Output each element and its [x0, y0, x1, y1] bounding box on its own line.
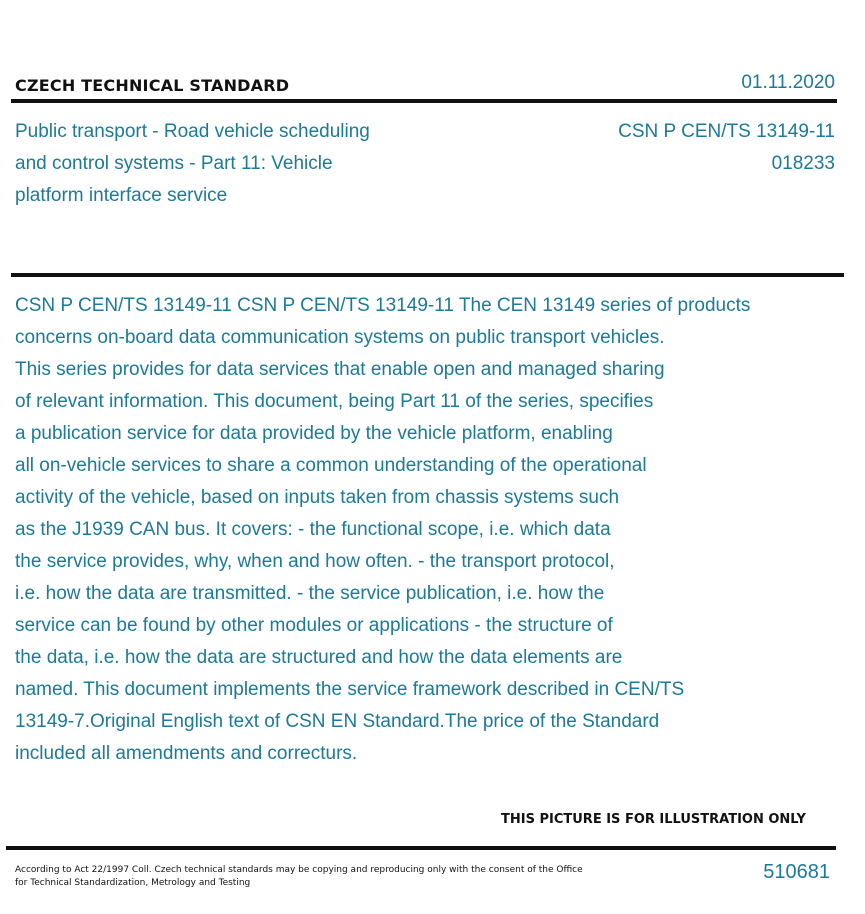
description-line: as the J1939 CAN bus. It covers: - the functional scope, i.e. which data: [15, 519, 611, 540]
description-line: all on-vehicle services to share a common understanding of the operational: [15, 455, 647, 476]
description-line: This series provides for data services that enable open and managed sharing: [15, 359, 665, 380]
catalog-number: 018233: [771, 153, 835, 174]
illustration-disclaimer: THIS PICTURE IS FOR ILLUSTRATION ONLY: [501, 812, 806, 827]
standard-title-line: and control systems - Part 11: Vehicle: [15, 153, 333, 174]
description-line: concerns on-board data communication systems on public transport vehicles.: [15, 327, 665, 348]
description-line: the service provides, why, when and how often. - the transport protocol,: [15, 551, 615, 572]
description-line: CSN P CEN/TS 13149-11 CSN P CEN/TS 13149-11 The CEN 13149 series of products: [15, 295, 751, 316]
standard-title-line: platform interface service: [15, 185, 228, 206]
header-divider: [11, 99, 837, 103]
description-text: [15, 290, 865, 770]
document-type-label: CZECH TECHNICAL STANDARD: [15, 76, 290, 95]
standard-title-line: Public transport - Road vehicle scheduling: [15, 121, 370, 142]
description-line: activity of the vehicle, based on inputs taken from chassis systems such: [15, 487, 620, 508]
description-line: i.e. how the data are transmitted. - the service publication, i.e. how the: [15, 583, 605, 604]
title-divider: [11, 273, 844, 277]
description-line: of relevant information. This document, being Part 11 of the series, specifies: [15, 391, 654, 412]
legal-notice: [15, 864, 585, 890]
description-line: included all amendments and correcturs.: [15, 743, 358, 764]
footer-divider: [6, 846, 836, 850]
standard-identifier: [618, 116, 835, 180]
description-line: service can be found by other modules or applications - the structure of: [15, 615, 613, 636]
legal-notice-line: for Technical Standardization, Metrology and Testing: [15, 878, 251, 888]
publication-date: 01.11.2020: [741, 72, 835, 93]
footer-number: 510681: [763, 861, 830, 883]
description-line: a publication service for data provided by the vehicle platform, enabling: [15, 423, 613, 444]
standard-title: [15, 116, 455, 212]
description-line: 13149-7.Original English text of CSN EN Standard.The price of the Standard: [15, 711, 660, 732]
standard-code: CSN P CEN/TS 13149-11: [618, 121, 835, 142]
description-line: named. This document implements the service framework described in CEN/TS: [15, 679, 685, 700]
legal-notice-line: According to Act 22/1997 Coll. Czech technical standards may be copying and reproducing only with the consent of the Office: [15, 865, 583, 875]
description-line: the data, i.e. how the data are structured and how the data elements are: [15, 647, 623, 668]
